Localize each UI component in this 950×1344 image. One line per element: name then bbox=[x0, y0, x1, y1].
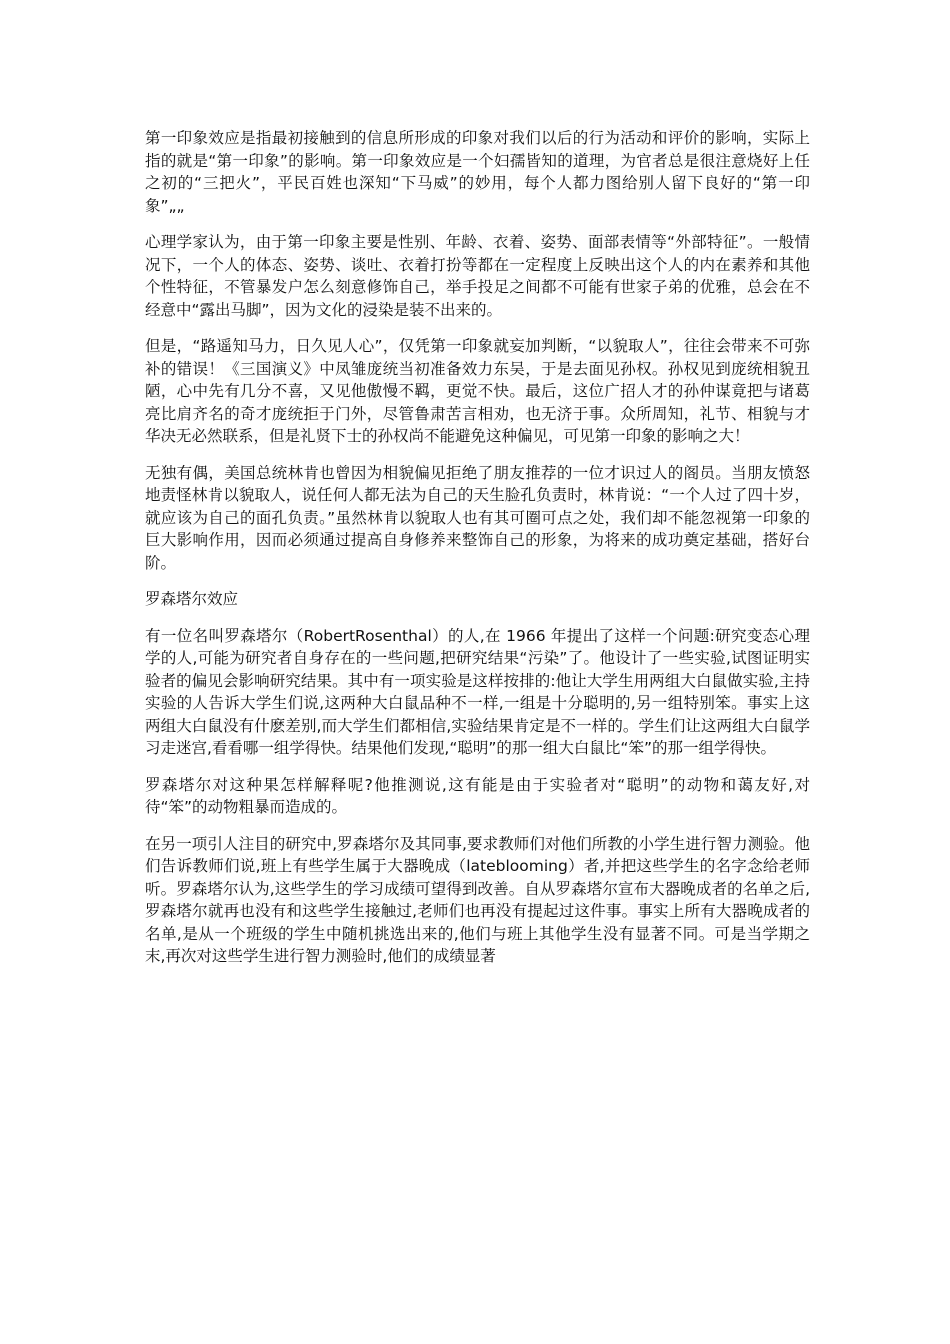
paragraph-pang-tong-story: 但是，“路遥知马力，日久见人心”，仅凭第一印象就妄加判断，“以貌取人”，往往会带来不可弥补的错误！《三国演义》中凤雏庞统当初准备效力东吴，于是去面见孙权。孙权见到庞统相貌丑陋，心中先有几分不喜，又见他傲慢不羁，更觉不快。最后，这位广招人才的孙仲谋竟把与诸葛亮比肩齐名的奇才庞统拒于门外，尽管鲁肃苦言相劝，也无济于事。众所周知，礼节、相貌与才华决无必然联系，但是礼贤下士的孙权尚不能避免这种偏见，可见第一印象的影响之大！ bbox=[145, 337, 810, 445]
document-page bbox=[145, 127, 810, 982]
paragraph-rosenthal-explanation: 罗森塔尔对这种果怎样解释呢?他推测说,这有能是由于实验者对“聪明”的动物和蔼友好,对待“笨”的动物粗暴而造成的。 bbox=[145, 775, 810, 816]
paragraph-rosenthal-rat-experiment: 有一位名叫罗森塔尔（RobertRosenthal）的人,在 1966 年提出了这样一个问题:研究变态心理学的人,可能为研究者自身存在的一些问题,把研究结果“污染”了。他设计了一些实验,试图证明实验者的偏见会影响研究结果。其中有一项实验是这样按排的:他让大学生用两组大白鼠做实验,主持实验的人告诉大学生们说,这两种大白鼠品种不一样,一组是十分聪明的,另一组特别笨。事实上这两组大白鼠没有什麽差别,而大学生们都相信,实验结果肯定是不一样的。学生们让这两组大白鼠学习走迷宫,看看哪一组学得快。结果他们发现,“聪明”的那一组大白鼠比“笨”的那一组学得快。 bbox=[145, 626, 810, 757]
paragraph-first-impression-definition: 第一印象效应是指最初接触到的信息所形成的印象对我们以后的行为活动和评价的影响，实际上指的就是“第一印象”的影响。第一印象效应是一个妇孺皆知的道理，为官者总是很注意烧好上任之初的“三把火”，平民百姓也深知“下马威”的妙用，每个人都力图给别人留下良好的“第一印象”„„ bbox=[145, 129, 810, 215]
paragraph-lincoln-story: 无独有偶，美国总统林肯也曾因为相貌偏见拒绝了朋友推荐的一位才识过人的阁员。当朋友愤怒地责怪林肯以貌取人，说任何人都无法为自己的天生脸孔负责时，林肯说：“一个人过了四十岁，就应该为自己的面孔负责。”虽然林肯以貌取人也有其可圈可点之处，我们却不能忽视第一印象的巨大影响作用，因而必须通过提高自身修养来整饰自己的形象，为将来的成功奠定基础，搭好台阶。 bbox=[145, 463, 810, 572]
section-heading-rosenthal-effect: 罗森塔尔效应 bbox=[145, 590, 239, 608]
paragraph-rosenthal-classroom-study: 在另一项引人注目的研究中,罗森塔尔及其同事,要求教师们对他们所教的小学生进行智力测验。他们告诉教师们说,班上有些学生属于大器晚成（lateblooming）者,并把这些学生的名字念给老师听。罗森塔尔认为,这些学生的学习成绩可望得到改善。自从罗森塔尔宣布大器晚成者的名单之后,罗森塔尔就再也没有和这些学生接触过,老师们也再没有提起过这件事。事实上所有大器晚成者的名单,是从一个班级的学生中随机挑选出来的,他们与班上其他学生没有显著不同。可是当学期之末,再次对这些学生进行智力测验时,他们的成绩显著 bbox=[145, 834, 810, 965]
paragraph-psychologists-view: 心理学家认为，由于第一印象主要是性别、年龄、衣着、姿势、面部表情等“外部特征”。一般情况下，一个人的体态、姿势、谈吐、衣着打扮等都在一定程度上反映出这个人的内在素养和其他个性特征，不管暴发户怎么刻意修饰自己，举手投足之间都不可能有世家子弟的优雅，总会在不经意中“露出马脚”，因为文化的浸染是装不出来的。 bbox=[145, 233, 810, 319]
